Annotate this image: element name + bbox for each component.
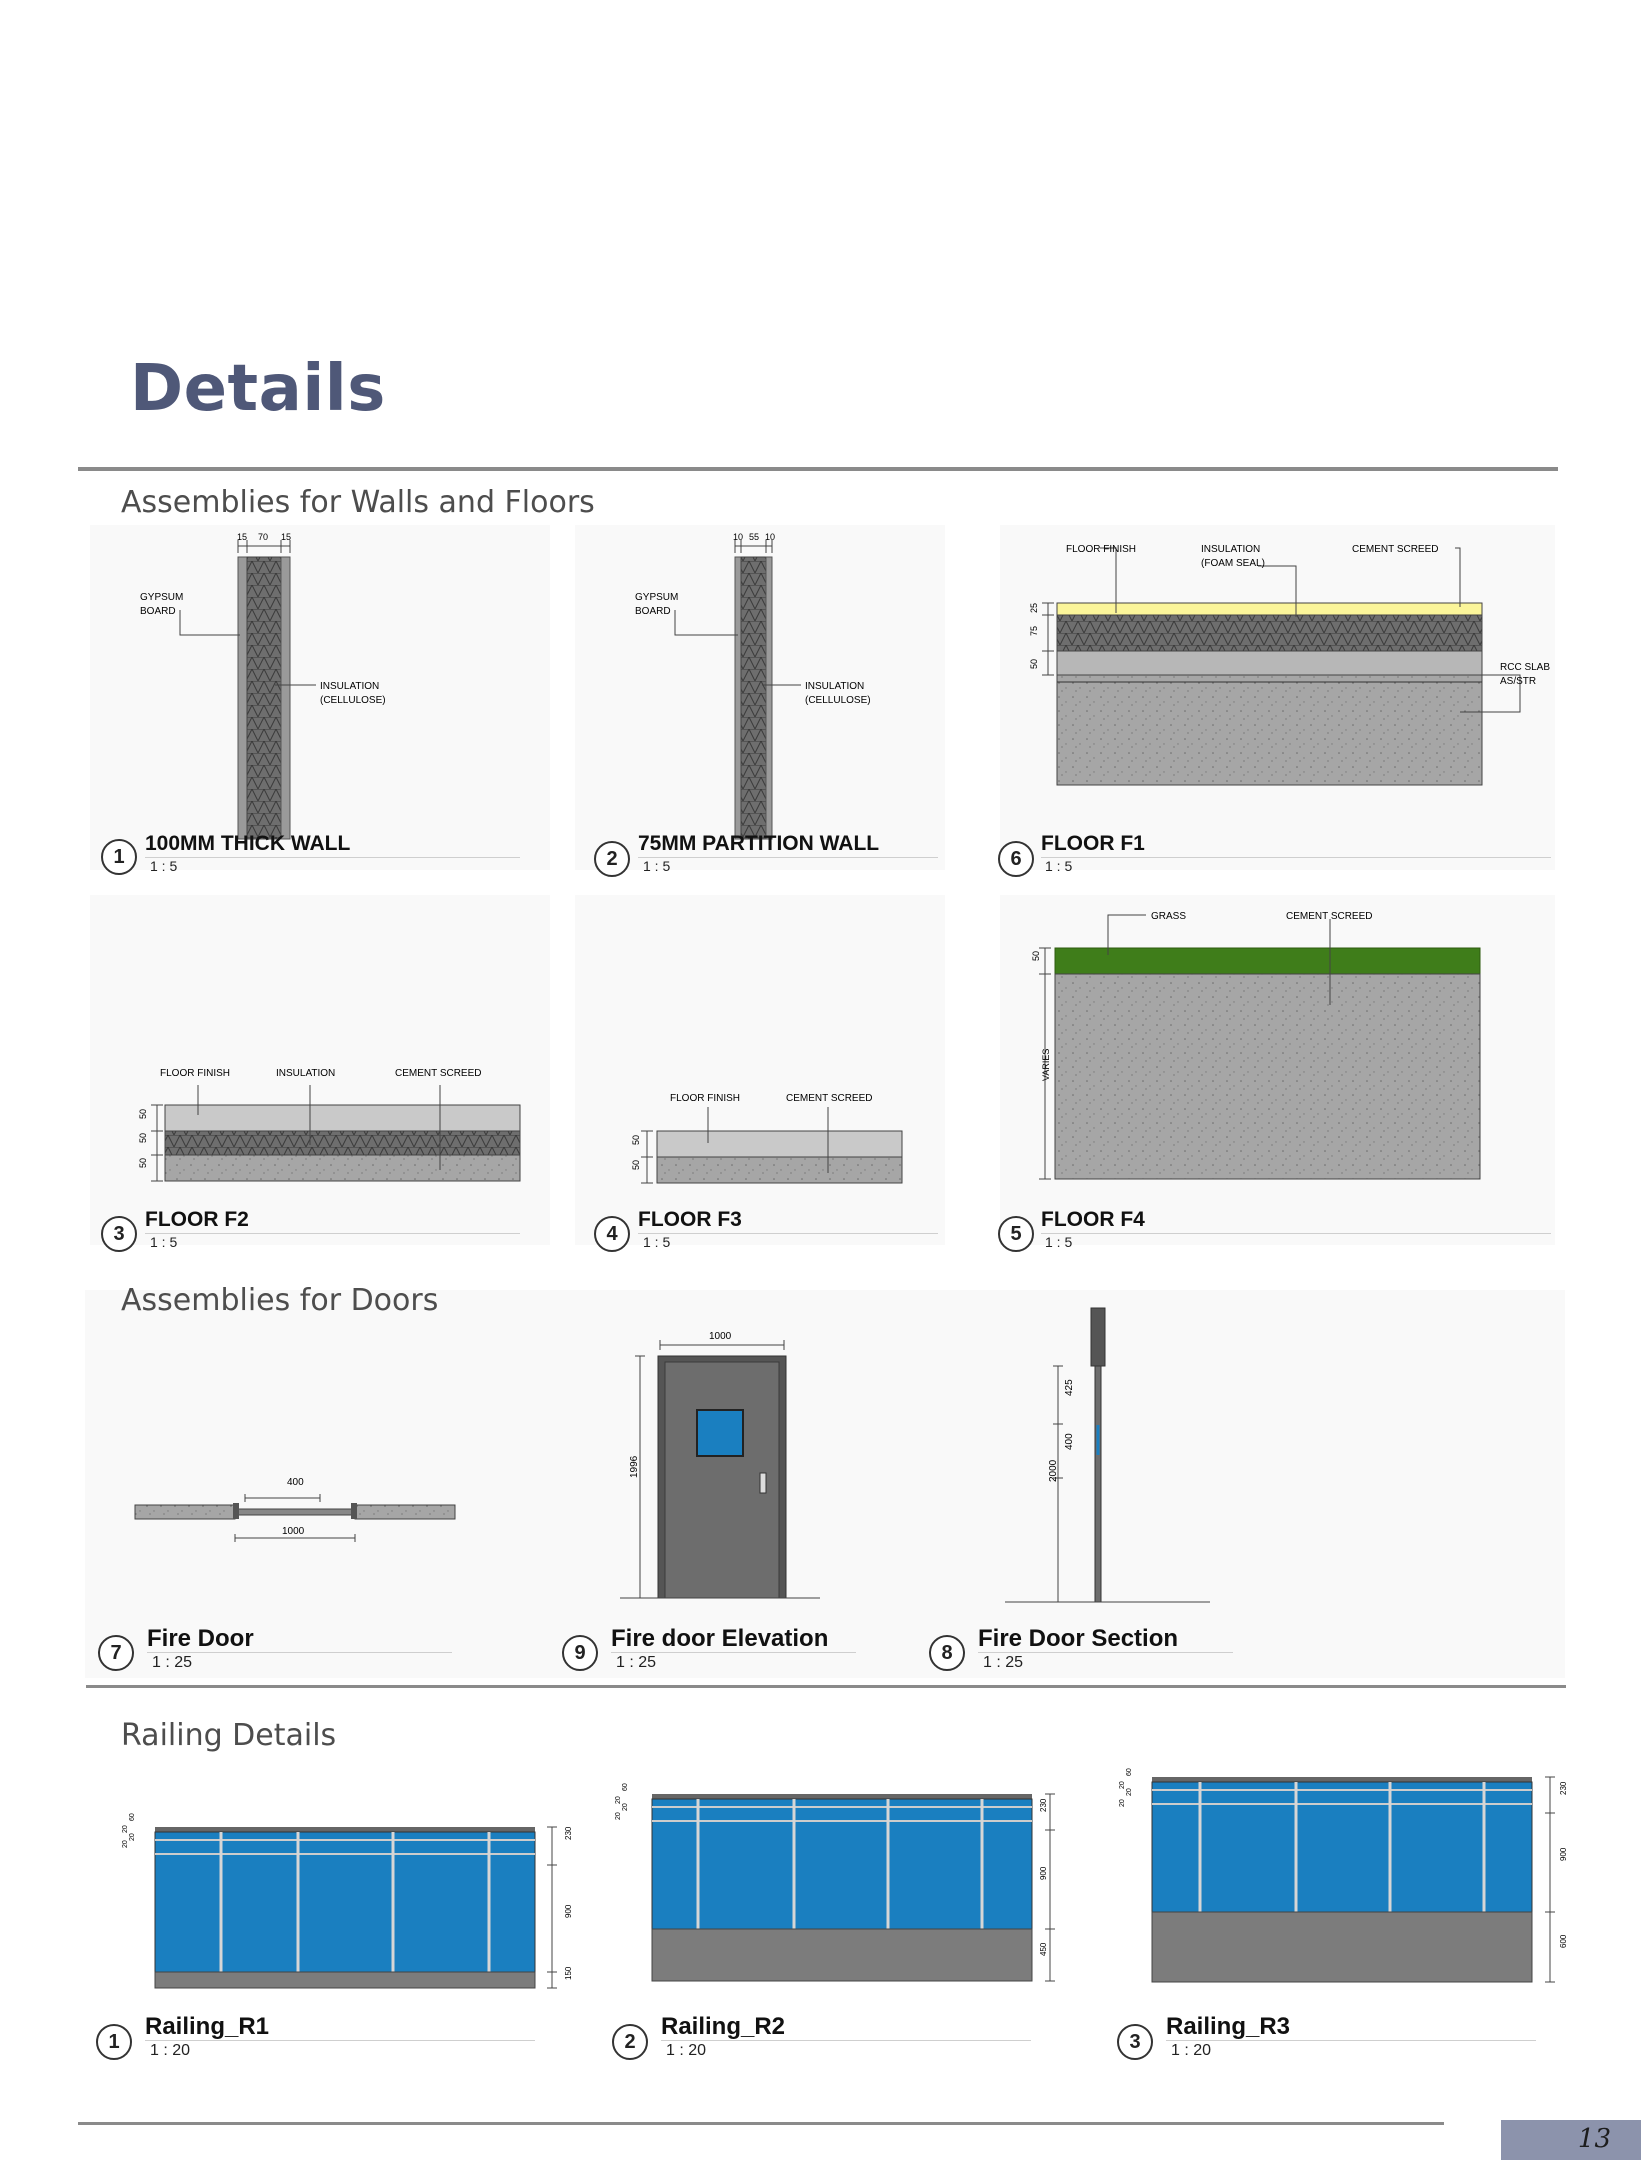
page-title: Details (130, 352, 386, 426)
detail-scale: 1 : 20 (1171, 2042, 1212, 2059)
floor-f1-dim-b: 75 (1029, 625, 1039, 636)
detail-title: Fire door Elevation (611, 1625, 829, 1652)
detail-scale: 1 : 20 (666, 2042, 707, 2059)
floor-f1-label-finish: FLOOR FINISH (1066, 544, 1137, 555)
footer-divider (78, 2122, 1444, 2125)
detail-scale: 1 : 25 (983, 1654, 1024, 1671)
floor-f1-label-screed: CEMENT SCREED (1352, 544, 1439, 555)
caption-underline (1041, 857, 1551, 858)
wall-75-label-gypsum-2: BOARD (635, 606, 671, 617)
floor-f3-dim-a: 50 (631, 1134, 641, 1145)
page-number-tab (1501, 2120, 1641, 2160)
floor-f4-dim-a: 50 (1031, 950, 1041, 961)
wall-75-svg (575, 525, 945, 870)
fire-door-elevation-svg (620, 1320, 820, 1610)
wall-75-label-ins-2: (CELLULOSE) (805, 695, 871, 706)
railing-r2-base (652, 1929, 1032, 1981)
floor-f2-label-ins: INSULATION (276, 1068, 336, 1079)
detail-title: Railing_R2 (661, 2013, 786, 2040)
detail-number-badge: 2 (594, 841, 630, 877)
door-elev-dim-width: 1000 (709, 1331, 732, 1342)
section-title-doors: Assemblies for Doors (121, 1283, 439, 1318)
railing-r1-dim-left-2: 20 (129, 1833, 136, 1841)
detail-scale: 1 : 5 (150, 858, 178, 874)
wall-100-dim-a: 15 (237, 532, 248, 542)
door-section-dim-b: 400 (1064, 1433, 1075, 1450)
doors-divider (86, 1685, 1566, 1688)
railing-r3-handrail (1152, 1777, 1532, 1782)
wall-100-dim-c: 15 (281, 532, 292, 542)
railing-r2-dim-left-0: 60 (622, 1783, 629, 1791)
railing-r2-dim-left-1: 20 (615, 1796, 622, 1804)
detail-scale: 1 : 5 (643, 1234, 671, 1250)
detail-number-badge: 3 (101, 1216, 137, 1252)
floor-f4-svg (1000, 895, 1555, 1245)
railing-r3-base (1152, 1912, 1532, 1982)
floor-f1-dim-a: 25 (1029, 602, 1039, 613)
wall-100-label-ins-2: (CELLULOSE) (320, 695, 386, 706)
railing-r3-glass (1152, 1782, 1532, 1912)
detail-scale: 1 : 25 (616, 1654, 657, 1671)
door-vision-panel (697, 1410, 743, 1456)
wall-75-label-ins-1: INSULATION (805, 681, 865, 692)
wall-100-label-gypsum-1: GYPSUM (140, 592, 184, 603)
railing-r2-handrail (652, 1794, 1032, 1799)
railing-r3-dim-right-1: 900 (1559, 1847, 1568, 1861)
detail-number-badge: 7 (98, 1635, 134, 1671)
wall-75-gypsum-right (766, 557, 772, 839)
caption-underline (1166, 2040, 1536, 2041)
detail-number-badge: 9 (562, 1635, 598, 1671)
railing-r2-dim-left-2: 20 (622, 1803, 629, 1811)
floor-f3-finish-layer (657, 1131, 902, 1157)
railing-r3-dim-left-3: 20 (1119, 1799, 1126, 1807)
wall-100-insulation (247, 557, 281, 839)
detail-title: Railing_R1 (145, 2013, 270, 2040)
railing-r3-dim-right-0: 230 (1559, 1781, 1568, 1795)
railing-r1-dim-left-3: 20 (122, 1840, 129, 1848)
floor-f1-label-rcc-1: RCC SLAB (1500, 662, 1551, 673)
detail-title: Fire Door Section (978, 1625, 1179, 1652)
detail-number-badge: 3 (1117, 2024, 1153, 2060)
door-section-leaf (1095, 1366, 1101, 1602)
wall-75-insulation (741, 557, 766, 839)
railing-r3-dim-left-2: 20 (1126, 1788, 1133, 1796)
wall-75-dim-a: 10 (733, 532, 744, 542)
wall-100-svg (90, 525, 550, 870)
detail-title: 100MM THICK WALL (145, 832, 351, 855)
detail-scale: 1 : 5 (1045, 858, 1073, 874)
floor-f1-label-rcc-2: AS/STR (1500, 676, 1537, 687)
fire-door-dim-b: 1000 (282, 1526, 305, 1537)
detail-number-badge: 1 (96, 2024, 132, 2060)
railing-r3-svg (1110, 1765, 1570, 1990)
floor-f2-dim-c: 50 (138, 1157, 148, 1168)
floor-f1-svg (1000, 525, 1555, 870)
fire-door-section-svg (1000, 1300, 1240, 1620)
floor-f1-finish-layer (1057, 603, 1482, 615)
door-elev-dim-height: 1996 (629, 1455, 640, 1478)
detail-title: FLOOR F3 (638, 1208, 742, 1231)
wall-75-label-gypsum-1: GYPSUM (635, 592, 679, 603)
detail-number-badge: 4 (594, 1216, 630, 1252)
railing-r2-dim-right-2: 450 (1039, 1942, 1048, 1956)
floor-f4-label-grass: GRASS (1151, 911, 1187, 922)
floor-f2-screed-layer (165, 1155, 520, 1181)
detail-title: 75MM PARTITION WALL (638, 832, 880, 855)
caption-underline (611, 1652, 856, 1653)
fire-door-dim-a: 400 (287, 1477, 304, 1488)
door-section-head (1091, 1308, 1105, 1366)
caption-underline (145, 1233, 520, 1234)
floor-f1-rcc-slab (1057, 675, 1482, 785)
floor-f1-insulation-layer (1057, 615, 1482, 651)
railing-r1-dim-right-1: 900 (564, 1904, 573, 1918)
railing-r2-svg (610, 1780, 1070, 1990)
detail-title: FLOOR F1 (1041, 832, 1145, 855)
detail-scale: 1 : 20 (150, 2042, 191, 2059)
railing-r1-dim-right-0: 230 (564, 1826, 573, 1840)
floor-f2-svg (90, 895, 550, 1245)
floor-f4-dim-b: VARIES (1041, 1048, 1051, 1081)
railing-r2-dim-left-3: 20 (615, 1812, 622, 1820)
railing-r2-dim-right-0: 230 (1039, 1798, 1048, 1812)
detail-number-badge: 1 (101, 839, 137, 875)
railing-r2-glass (652, 1799, 1032, 1929)
floor-f2-dim-a: 50 (138, 1108, 148, 1119)
caption-underline (638, 1233, 938, 1234)
railing-r3-dim-left-1: 20 (1119, 1781, 1126, 1789)
wall-100-leader-gypsum (180, 610, 240, 635)
floor-f2-insulation-layer (165, 1131, 520, 1155)
floor-f4-screed-layer (1055, 974, 1480, 1179)
wall-75-dim-b: 55 (749, 532, 760, 542)
caption-underline (661, 2040, 1031, 2041)
wall-100-label-ins-1: INSULATION (320, 681, 380, 692)
detail-scale: 1 : 25 (152, 1654, 193, 1671)
detail-scale: 1 : 5 (643, 858, 671, 874)
detail-number-badge: 8 (929, 1635, 965, 1671)
wall-100-label-gypsum-2: BOARD (140, 606, 176, 617)
floor-f1-label-ins-2: (FOAM SEAL) (1201, 558, 1265, 569)
caption-underline (145, 857, 520, 858)
floor-f3-svg (575, 895, 945, 1245)
floor-f3-dim-b: 50 (631, 1159, 641, 1170)
caption-underline (638, 857, 938, 858)
wall-100-gypsum-left (238, 557, 247, 839)
page-number: 13 (1577, 2124, 1611, 2154)
detail-title: FLOOR F4 (1041, 1208, 1145, 1231)
floor-f3-label-finish: FLOOR FINISH (670, 1093, 741, 1104)
wall-100-gypsum-right (281, 557, 290, 839)
railing-r3-dim-left-0: 60 (1126, 1768, 1133, 1776)
detail-number-badge: 5 (998, 1216, 1034, 1252)
detail-scale: 1 : 5 (1045, 1234, 1073, 1250)
door-section-dim-a: 425 (1064, 1379, 1075, 1396)
wall-75-gypsum-left (735, 557, 741, 839)
floor-f4-grass-layer (1055, 948, 1480, 974)
floor-f2-label-finish: FLOOR FINISH (160, 1068, 231, 1079)
railing-r1-handrail (155, 1827, 535, 1832)
railing-r1-dim-left-1: 20 (122, 1825, 129, 1833)
floor-f4-label-screed: CEMENT SCREED (1286, 911, 1373, 922)
railing-r2-dim-right-1: 900 (1039, 1866, 1048, 1880)
door-section-dim-c: 2000 (1048, 1459, 1059, 1482)
wall-75-leader-gypsum (675, 610, 738, 635)
railing-r1-dim-right-2: 150 (564, 1966, 573, 1980)
floor-f3-label-screed: CEMENT SCREED (786, 1093, 873, 1104)
floor-f1-label-ins-1: INSULATION (1201, 544, 1261, 555)
caption-underline (145, 2040, 535, 2041)
floor-f1-screed-layer (1057, 651, 1482, 675)
floor-f2-finish-layer (165, 1105, 520, 1131)
wall-100-dim-b: 70 (258, 532, 269, 542)
section-title-railing: Railing Details (121, 1718, 337, 1753)
caption-underline (1041, 1233, 1551, 1234)
railing-r1-svg (115, 1810, 575, 1990)
door-handle (760, 1473, 766, 1493)
railing-r3-dim-right-2: 600 (1559, 1934, 1568, 1948)
wall-75-dim-c: 10 (765, 532, 776, 542)
floor-f2-label-screed: CEMENT SCREED (395, 1068, 482, 1079)
floor-f3-screed-layer (657, 1157, 902, 1183)
caption-underline (147, 1652, 452, 1653)
fire-door-leaf (235, 1509, 355, 1515)
floor-f1-dim-c: 50 (1029, 658, 1039, 669)
section-title-walls-floors: Assemblies for Walls and Floors (121, 485, 595, 520)
floor-f2-dim-b: 50 (138, 1132, 148, 1143)
detail-title: Fire Door (147, 1625, 254, 1652)
detail-number-badge: 6 (998, 841, 1034, 877)
railing-r1-dim-left-0: 60 (129, 1813, 136, 1821)
detail-title: Railing_R3 (1166, 2013, 1291, 2040)
detail-number-badge: 2 (612, 2024, 648, 2060)
detail-title: FLOOR F2 (145, 1208, 249, 1231)
fire-door-plan-svg (130, 1460, 460, 1560)
fire-door-wall-left (135, 1505, 235, 1519)
detail-scale: 1 : 5 (150, 1234, 178, 1250)
fire-door-wall-right (355, 1505, 455, 1519)
caption-underline (978, 1652, 1233, 1653)
railing-r1-base (155, 1972, 535, 1988)
